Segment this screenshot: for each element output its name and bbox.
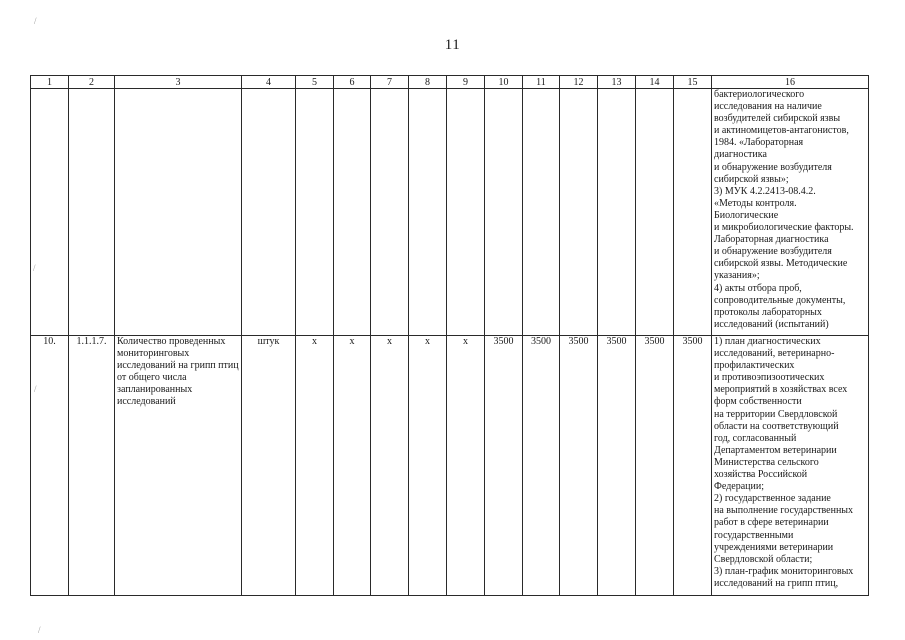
- requisites-line: исследований на грипп птиц,: [714, 577, 839, 589]
- requisites-line: сибирской язвы»;: [714, 173, 789, 185]
- column-header: 14: [636, 76, 674, 89]
- column-header: 11: [523, 76, 560, 89]
- table-row: [31, 336, 869, 596]
- requisites-line: форм собственности: [714, 396, 802, 408]
- value-cell: х: [447, 336, 485, 596]
- row-number-cell: [31, 89, 69, 336]
- requisites-line: возбудителей сибирской язвы: [714, 113, 841, 125]
- requisites-line: и противоэпизоотических: [714, 372, 825, 384]
- value-cell: 3500: [485, 336, 523, 596]
- requisites-line: и актиномицетов-антагонистов,: [714, 125, 849, 137]
- value-cell: [296, 89, 334, 336]
- value-cell: 3500: [560, 336, 598, 596]
- value-cell: [523, 89, 560, 336]
- value-cell: [409, 89, 447, 336]
- value-cell: [560, 89, 598, 336]
- column-header: 1: [31, 76, 69, 89]
- requisites-cell: [712, 89, 869, 336]
- requisites-line: «Методы контроля.: [714, 197, 797, 209]
- table-row: [31, 89, 869, 336]
- column-header: 8: [409, 76, 447, 89]
- row-number-cell: 10.: [31, 336, 69, 596]
- value-cell: х: [334, 336, 371, 596]
- requisites-line: бактериологического: [714, 89, 805, 100]
- unit-cell: штук: [242, 336, 296, 596]
- requisites-line: на территории Свердловской: [714, 408, 838, 420]
- requisites-line: профилактических: [714, 360, 795, 372]
- requisites-line: 3) МУК 4.2.2413-08.4.2.: [714, 185, 816, 197]
- value-cell: 3500: [523, 336, 560, 596]
- column-header: 7: [371, 76, 409, 89]
- requisites-line: государственными: [714, 529, 794, 541]
- value-cell: [447, 89, 485, 336]
- value-cell: 3500: [674, 336, 712, 596]
- value-cell: [674, 89, 712, 336]
- requisites-line: Департаментом ветеринарии: [714, 444, 837, 456]
- column-header: 12: [560, 76, 598, 89]
- value-cell: [598, 89, 636, 336]
- requisites-line: области на соответствующий: [714, 420, 839, 432]
- requisites-line: Свердловской области;: [714, 553, 813, 565]
- value-cell: х: [371, 336, 409, 596]
- requisites-line: исследований (испытаний): [714, 318, 829, 330]
- requisites-line: сопроводительные документы,: [714, 294, 846, 306]
- value-cell: х: [409, 336, 447, 596]
- requisites-line: Федерации;: [714, 481, 765, 493]
- value-cell: [636, 89, 674, 336]
- scan-speck: /: [34, 384, 37, 394]
- page-number: 11: [444, 37, 461, 53]
- requisites-line: Биологические: [714, 209, 779, 221]
- row-code-cell: [69, 89, 115, 336]
- column-header: 4: [242, 76, 296, 89]
- indicator-cell: Количество проведенных мониторинговых исследований на грипп птиц от общего числа запланированных исследований: [115, 336, 242, 596]
- requisites-line: 4) акты отбора проб,: [714, 282, 802, 294]
- requisites-line: и обнаружение возбудителя: [714, 246, 832, 258]
- requisites-line: год, согласованный: [714, 432, 797, 444]
- requisites-line: Министерства сельского: [714, 456, 819, 468]
- column-header: 3: [115, 76, 242, 89]
- column-header: 6: [334, 76, 371, 89]
- row-code-cell: 1.1.1.7.: [69, 336, 115, 596]
- requisites-line: учреждениями ветеринарии: [714, 541, 834, 553]
- requisites-line: 2) государственное задание: [714, 493, 831, 505]
- requisites-line: протоколы лабораторных: [714, 306, 822, 318]
- column-header: 13: [598, 76, 636, 89]
- requisites-line: работ в сфере ветеринарии: [714, 517, 829, 529]
- requisites-line: указания»;: [714, 270, 760, 282]
- requisites-line: сибирской язвы. Методические: [714, 258, 848, 270]
- unit-cell: [242, 89, 296, 336]
- scan-speck: /: [33, 263, 36, 273]
- requisites-line: на выполнение государственных: [714, 505, 854, 517]
- indicator-cell: [115, 89, 242, 336]
- requisites-line: 3) план-график мониторинговых: [714, 565, 854, 577]
- value-cell: [334, 89, 371, 336]
- scan-speck: /: [38, 625, 41, 635]
- scan-speck: /: [34, 16, 37, 26]
- requisites-line: 1) план диагностических: [714, 336, 821, 347]
- indicators-table: [30, 75, 869, 596]
- requisites-line: мероприятий в хозяйствах всех: [714, 384, 848, 396]
- requisites-line: исследования на наличие: [714, 101, 822, 113]
- requisites-line: 1984. «Лабораторная: [714, 137, 804, 149]
- column-header: 15: [674, 76, 712, 89]
- value-cell: 3500: [598, 336, 636, 596]
- column-header: 16: [712, 76, 869, 89]
- value-cell: [485, 89, 523, 336]
- value-cell: [371, 89, 409, 336]
- value-cell: 3500: [636, 336, 674, 596]
- requisites-line: Лабораторная диагностика: [714, 234, 829, 246]
- column-header: 9: [447, 76, 485, 89]
- column-header: 2: [69, 76, 115, 89]
- requisites-line: хозяйства Российской: [714, 469, 808, 481]
- requisites-line: диагностика: [714, 149, 767, 161]
- requisites-line: и микробиологические факторы.: [714, 222, 854, 234]
- requisites-cell: [712, 336, 869, 596]
- requisites-line: исследований, ветеринарно-: [714, 348, 835, 360]
- value-cell: х: [296, 336, 334, 596]
- requisites-line: и обнаружение возбудителя: [714, 161, 832, 173]
- column-header: 10: [485, 76, 523, 89]
- column-number-row: [31, 76, 869, 89]
- column-header: 5: [296, 76, 334, 89]
